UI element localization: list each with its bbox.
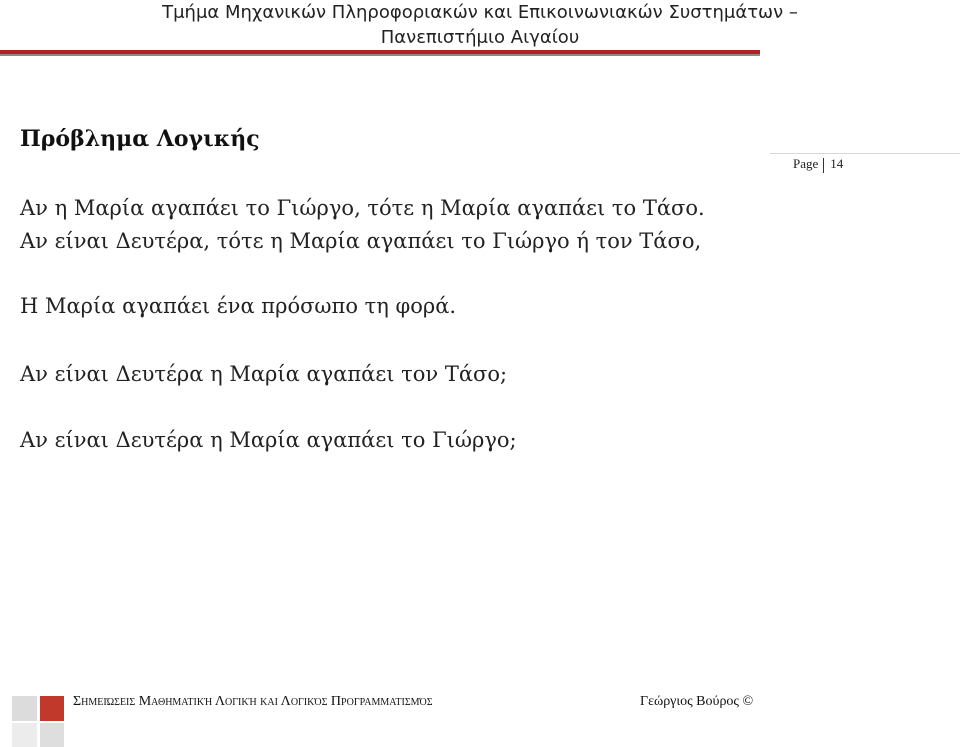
page-number-rule <box>770 153 960 154</box>
footer-author: Γεώργιος Βούρος © <box>640 694 754 709</box>
question-line-1: Αν είναι Δευτέρα η Μαρία αγαπάει τον Τάσο; <box>20 362 508 386</box>
question-line-2: Αν είναι Δευτέρα η Μαρία αγαπάει το Γιώργο; <box>20 428 517 452</box>
problem-title: Πρόβλημα Λογικής <box>20 126 260 152</box>
footer-logo-square-red <box>40 696 64 721</box>
header-line-2: Πανεπιστήμιο Αιγαίου <box>380 27 580 48</box>
page-number-separator <box>823 158 824 173</box>
header-rule <box>0 50 760 56</box>
page-label: Page <box>793 156 819 171</box>
footer-logo-square-grey <box>12 696 37 721</box>
footer-logo-square-grey-2 <box>40 723 64 747</box>
page-number-value: 14 <box>830 156 844 171</box>
footer-course-title: Σημειώσεις Μαθηματική Λογική και Λογικός Προγραμματισμός <box>73 694 433 709</box>
premise-line-3: Η Μαρία αγαπάει ένα πρόσωπο τη φορά. <box>20 294 457 318</box>
header-line-1: Τμήμα Μηχανικών Πληροφοριακών και Επικοινωνιακών Συστημάτων – <box>162 2 798 23</box>
page-number <box>793 156 843 173</box>
footer-logo-square-light <box>12 723 37 747</box>
premise-line-1: Αν η Μαρία αγαπάει το Γιώργο, τότε η Μαρία αγαπάει το Τάσο. <box>20 196 705 220</box>
premise-line-2: Αν είναι Δευτέρα, τότε η Μαρία αγαπάει το Γιώργο ή τον Τάσο, <box>20 229 702 253</box>
